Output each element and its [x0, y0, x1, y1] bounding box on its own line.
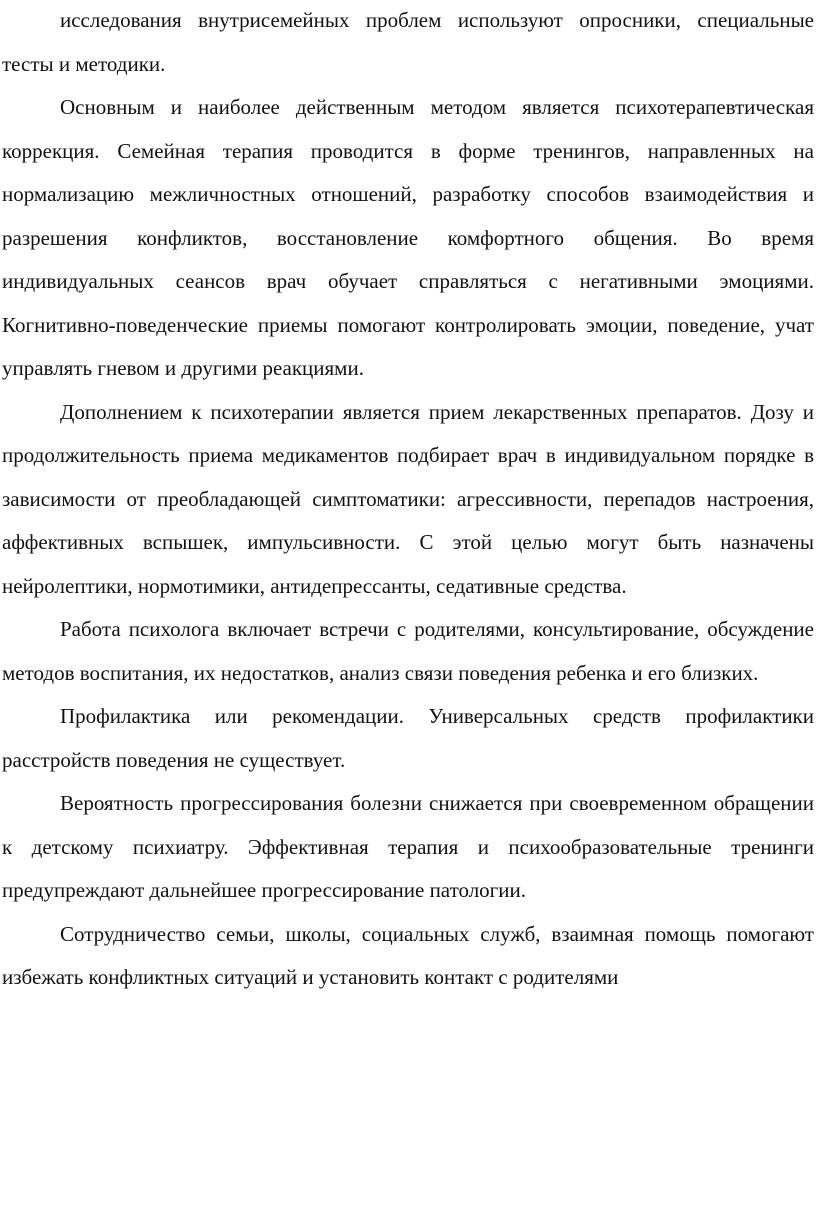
paragraph-psychologist-work: Работа психолога включает встречи с родителями, консультирование, обсуждение методов воспитания, их недостатков, анализ связи поведения ребенка и его близких.	[2, 617, 814, 685]
paragraph-diagnostics-continued: исследования внутрисемейных проблем используют опросники, специальные тесты и методики.	[2, 8, 814, 76]
paragraph-prevention: Профилактика или рекомендации. Универсальных средств профилактики расстройств поведения не существует.	[2, 704, 814, 772]
paragraph-prognosis: Вероятность прогрессирования болезни снижается при своевременном обращении к детскому психиатру. Эффективная терапия и психообразовательные тренинги предупреждают дальнейшее прогрессирование патологии.	[2, 791, 814, 902]
paragraph-psychotherapy: Основным и наиболее действенным методом является психотерапевтическая коррекция. Семейная терапия проводится в форме тренингов, направленных на нормализацию межличностных отношений, разработку способов взаимодействия и разрешения конфликтов, восстановление комфортного общения. Во время индивидуальных сеансов врач обучает справляться с негативными эмоциями. Когнитивно-поведенческие приемы помогают контролировать эмоции, поведение, учат управлять гневом и другими реакциями.	[2, 95, 814, 380]
paragraph-medication: Дополнением к психотерапии является прием лекарственных препаратов. Дозу и продолжительность приема медикаментов подбирает врач в индивидуальном порядке в зависимости от преобладающей симптоматики: агрессивности, перепадов настроения, аффективных вспышек, импульсивности. С этой целью могут быть назначены нейролептики, нормотимики, антидепрессанты, седативные средства.	[2, 399, 814, 598]
paragraph-cooperation: Сотрудничество семьи, школы, социальных служб, взаимная помощь помогают избежать конфликтных ситуаций и установить контакт с родителями	[2, 921, 814, 989]
